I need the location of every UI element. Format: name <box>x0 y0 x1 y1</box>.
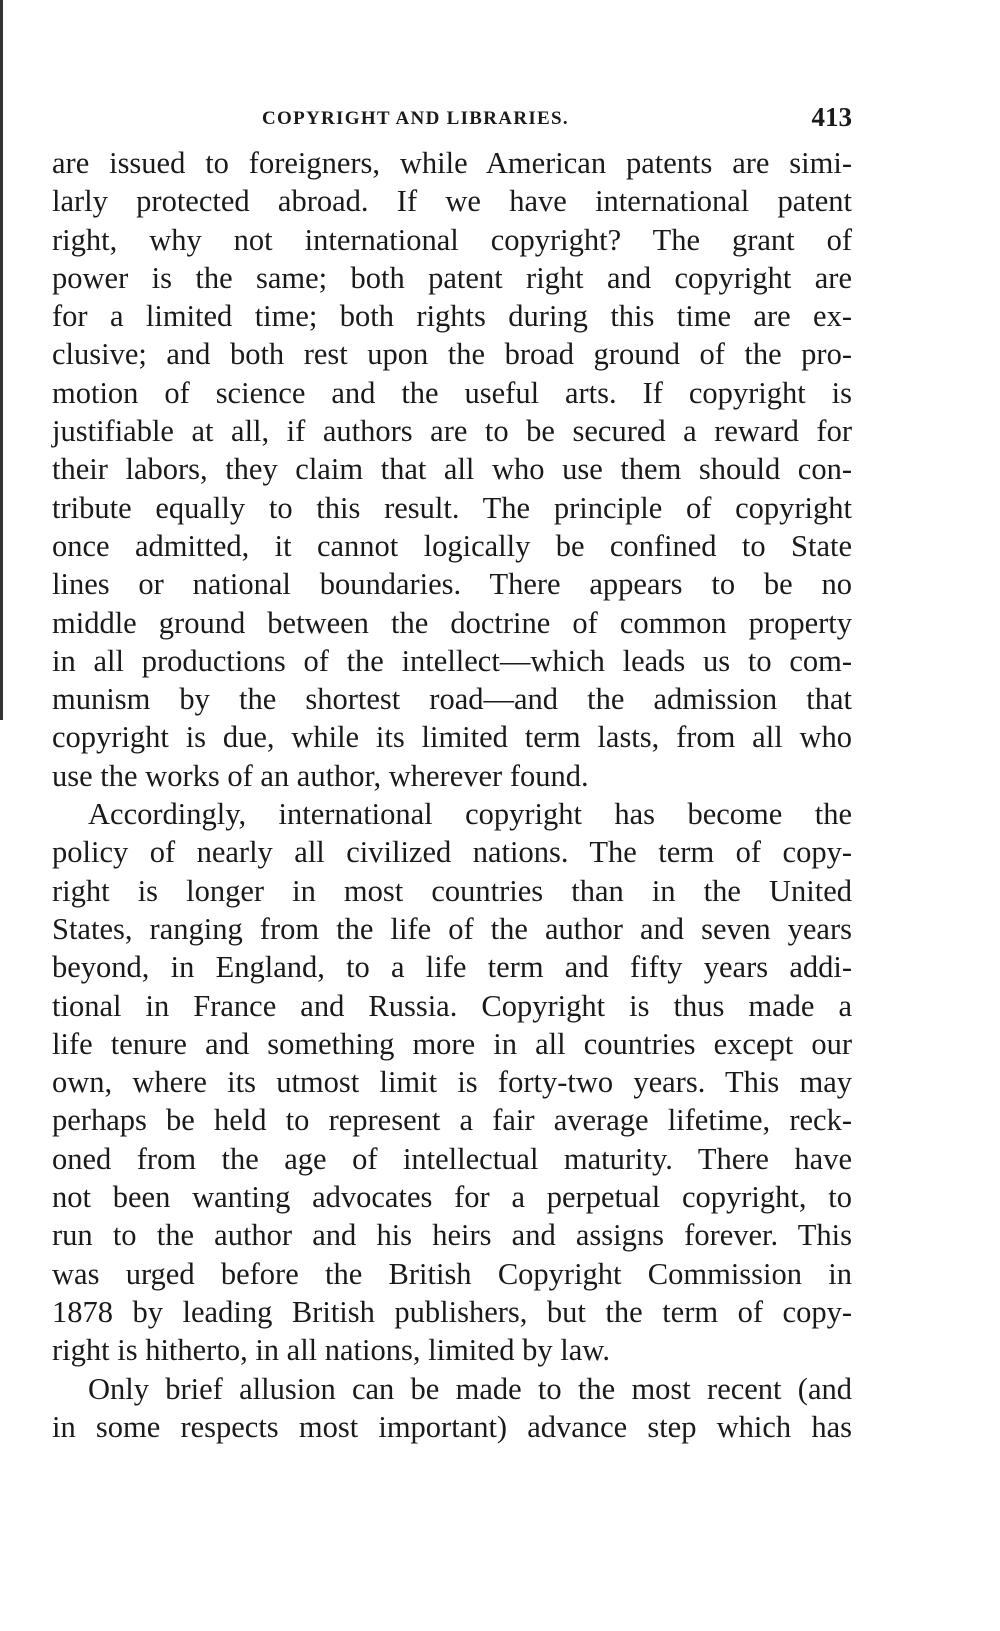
text-line: clusive; and both rest upon the broad ground of the pro- <box>52 337 852 372</box>
text-line: tribute equally to this result. The principle of copyright <box>52 490 852 525</box>
text-line: run to the author and his heirs and assigns forever. This <box>52 1218 852 1253</box>
text-line: right is hitherto, in all nations, limited by law. <box>52 1333 610 1368</box>
paragraph-3 <box>52 1370 852 1447</box>
text-line: munism by the shortest road—and the admission that <box>52 682 852 717</box>
page-number: 413 <box>811 102 852 132</box>
text-line: use the works of an author, wherever found. <box>52 758 589 793</box>
text-line: right, why not international copyright? The grant of <box>52 222 852 257</box>
text-line: copyright is due, while its limited term lasts, from all who <box>52 720 852 755</box>
text-line: justifiable at all, if authors are to be secured a reward for <box>52 414 852 449</box>
text-line: Accordingly, international copyright has become the <box>88 797 852 832</box>
text-line: own, where its utmost limit is forty-two years. This may <box>52 1065 852 1100</box>
text-line: oned from the age of intellectual maturity. There have <box>52 1141 852 1176</box>
running-title: COPYRIGHT AND LIBRARIES. <box>262 108 569 129</box>
text-line: motion of science and the useful arts. If copyright is <box>52 375 852 410</box>
paragraph-1 <box>52 144 852 795</box>
text-line: tional in France and Russia. Copyright is thus made a <box>52 988 852 1023</box>
text-line: was urged before the British Copyright Commission in <box>52 1256 852 1291</box>
text-line: middle ground between the doctrine of common property <box>52 605 852 640</box>
text-line: their labors, they claim that all who use them should con- <box>52 452 852 487</box>
text-line: once admitted, it cannot logically be confined to State <box>52 528 852 563</box>
text-line: power is the same; both patent right and copyright are <box>52 260 852 295</box>
paragraph-2 <box>52 795 852 1369</box>
text-line: beyond, in England, to a life term and fifty years addi- <box>52 950 852 985</box>
page-binding-edge <box>0 0 3 720</box>
text-line: perhaps be held to represent a fair average lifetime, reck- <box>52 1103 852 1138</box>
text-line: right is longer in most countries than in the United <box>52 873 852 908</box>
text-line: in some respects most important) advance step which has <box>52 1409 852 1444</box>
text-line: are issued to foreigners, while American patents are simi- <box>52 146 852 180</box>
text-line: life tenure and something more in all countries except our <box>52 1026 852 1061</box>
text-line: States, ranging from the life of the author and seven years <box>52 911 852 946</box>
book-page <box>52 100 852 1446</box>
text-line: for a limited time; both rights during this time are ex- <box>52 299 852 334</box>
running-head <box>52 100 852 144</box>
text-line: lines or national boundaries. There appears to be no <box>52 567 852 602</box>
text-line: in all productions of the intellect—which leads us to com- <box>52 643 852 678</box>
text-line: policy of nearly all civilized nations. The term of copy- <box>52 835 852 870</box>
text-line: larly protected abroad. If we have international patent <box>52 184 852 219</box>
text-line: not been wanting advocates for a perpetual copyright, to <box>52 1180 852 1215</box>
text-line: Only brief allusion can be made to the most recent (and <box>88 1371 852 1406</box>
text-line: 1878 by leading British publishers, but the term of copy- <box>52 1294 852 1329</box>
